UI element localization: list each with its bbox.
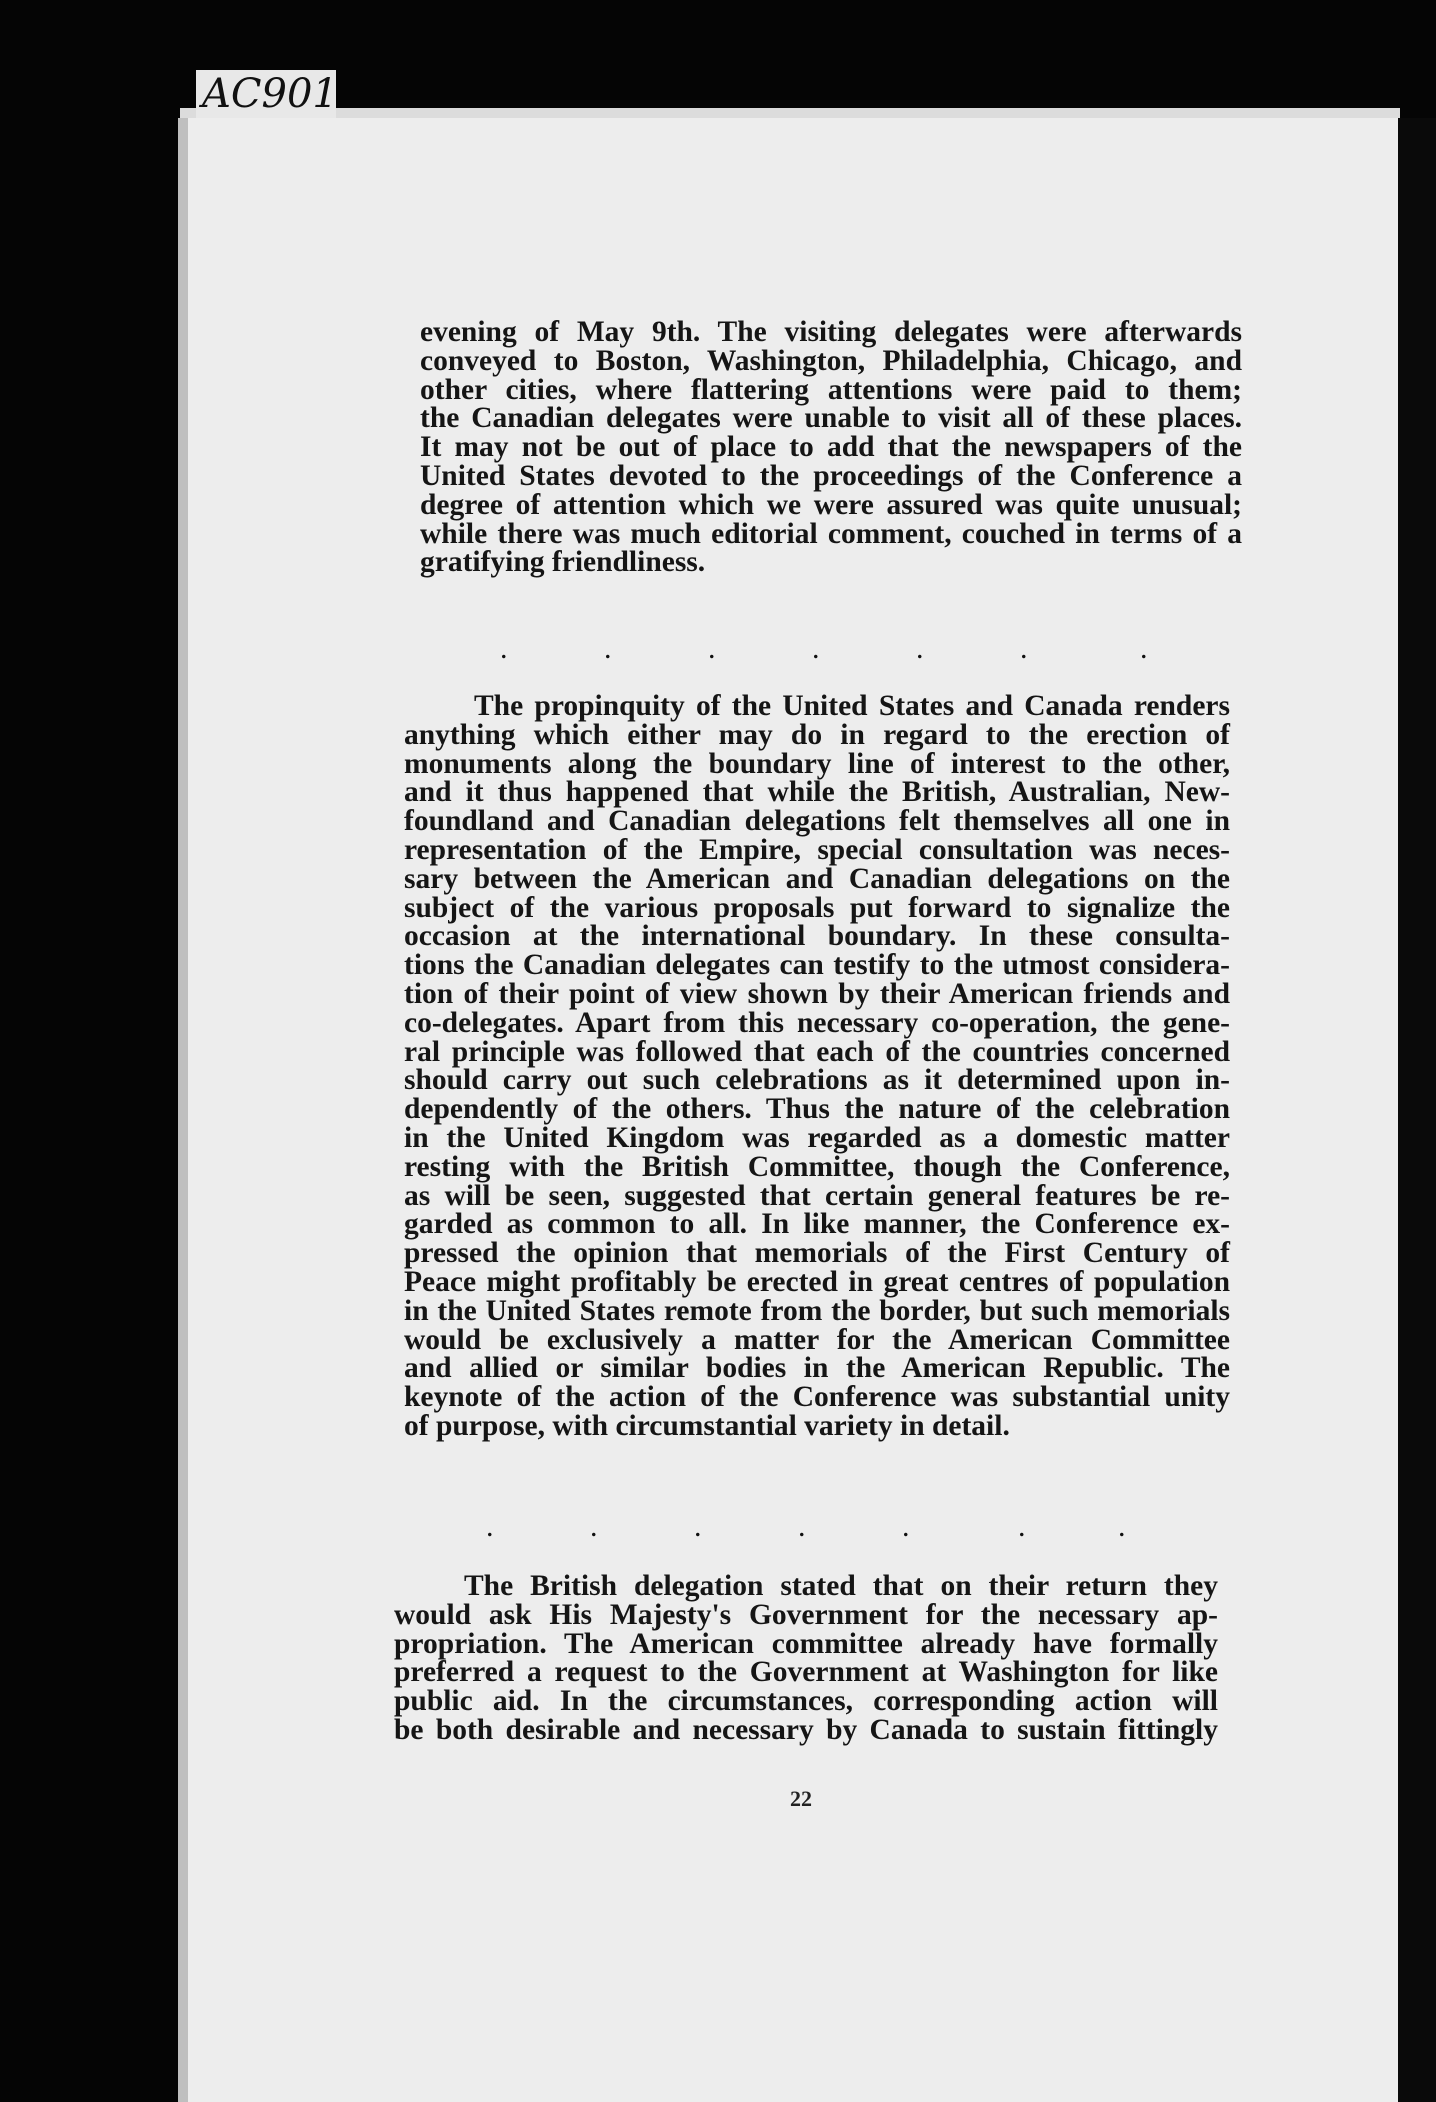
- text-line: Peace might profitably be erected in great centres of population: [404, 1265, 1230, 1298]
- text-line: as will be seen, suggested that certain general features be re-: [404, 1179, 1230, 1212]
- text-line: sary between the American and Canadian delegations on the: [404, 862, 1230, 895]
- text-line: occasion at the international boundary. In these consulta-: [404, 920, 1230, 953]
- text-line: tion of their point of view shown by their American friends and: [404, 977, 1230, 1010]
- text-line: ral principle was followed that each of the countries concerned: [404, 1035, 1230, 1068]
- text-line: tions the Canadian delegates can testify to the utmost considera-: [404, 949, 1230, 982]
- section-separator: [500, 632, 1160, 665]
- paragraph-2: [404, 692, 1230, 1441]
- separator-dot: .: [798, 1510, 806, 1543]
- separator-dot: .: [604, 632, 612, 665]
- section-separator: [486, 1510, 1146, 1543]
- text-line: would be exclusively a matter for the American Committee: [404, 1323, 1230, 1356]
- text-line: in the United Kingdom was regarded as a domestic matter: [404, 1121, 1230, 1154]
- text-line: The British delegation stated that on their return they: [464, 1570, 1218, 1602]
- page-edge: [1398, 118, 1436, 2102]
- separator-dot: .: [500, 632, 508, 665]
- separator-dot: .: [902, 1510, 910, 1543]
- page-number: 22: [790, 1786, 812, 1811]
- text-line: conveyed to Boston, Washington, Philadelphia, Chicago, and: [420, 344, 1242, 377]
- separator-dot: .: [708, 632, 716, 665]
- text-line: pressed the opinion that memorials of the First Century of: [404, 1237, 1230, 1270]
- text-line: other cities, where flattering attentions were paid to them;: [420, 373, 1242, 406]
- text-line: gratifying friendliness.: [420, 546, 706, 579]
- text-line: be both desirable and necessary by Canada to sustain fittingly: [394, 1713, 1218, 1746]
- text-line: subject of the various proposals put forward to signalize the: [404, 891, 1230, 924]
- text-line: the Canadian delegates were unable to visit all of these places.: [420, 402, 1242, 435]
- text-line: anything which either may do in regard to the erection of: [404, 718, 1230, 751]
- text-line: degree of attention which we were assured was quite unusual;: [420, 488, 1242, 521]
- text-line: should carry out such celebrations as it determined upon in-: [404, 1064, 1230, 1097]
- text-line: representation of the Empire, special consultation was neces-: [404, 833, 1230, 866]
- text-line: public aid. In the circumstances, corresponding action will: [394, 1685, 1218, 1718]
- text-line: It may not be out of place to add that the newspapers of the: [420, 431, 1242, 464]
- text-line: co-delegates. Apart from this necessary co-operation, the gene-: [404, 1006, 1230, 1039]
- paragraph-3: [394, 1572, 1218, 1745]
- text-line: monuments along the boundary line of interest to the other,: [404, 747, 1230, 780]
- text-line: resting with the British Committee, though the Conference,: [404, 1150, 1230, 1183]
- paragraph-1: [420, 318, 1242, 577]
- archive-reference-mark: AC901: [196, 70, 336, 118]
- text-line: would ask His Majesty's Government for the necessary ap-: [394, 1598, 1218, 1631]
- text-line: and it thus happened that while the British, Australian, New-: [404, 776, 1230, 809]
- text-line: dependently of the others. Thus the nature of the celebration: [404, 1093, 1230, 1126]
- text-line: while there was much editorial comment, couched in terms of a: [420, 517, 1242, 550]
- separator-dot: .: [590, 1510, 598, 1543]
- separator-dot: .: [1018, 1510, 1026, 1543]
- text-line: garded as common to all. In like manner, the Conference ex-: [404, 1208, 1230, 1241]
- separator-dot: .: [1118, 1510, 1126, 1543]
- separator-dot: .: [1140, 632, 1148, 665]
- text-line: keynote of the action of the Conference was substantial unity: [404, 1381, 1230, 1414]
- text-line: propriation. The American committee already have formally: [394, 1627, 1218, 1660]
- separator-dot: .: [916, 632, 924, 665]
- text-line: foundland and Canadian delegations felt themselves all one in: [404, 805, 1230, 838]
- text-line: preferred a request to the Government at Washington for like: [394, 1656, 1218, 1689]
- text-line: and allied or similar bodies in the American Republic. The: [404, 1352, 1230, 1385]
- separator-dot: .: [486, 1510, 494, 1543]
- separator-dot: .: [694, 1510, 702, 1543]
- text-line: in the United States remote from the border, but such memorials: [404, 1294, 1230, 1327]
- separator-dot: .: [1020, 632, 1028, 665]
- separator-dot: .: [812, 632, 820, 665]
- text-line: evening of May 9th. The visiting delegates were afterwards: [420, 316, 1242, 348]
- text-line: of purpose, with circumstantial variety in detail.: [404, 1409, 1010, 1442]
- text-line: United States devoted to the proceedings of the Conference a: [420, 459, 1242, 492]
- text-line: The propinquity of the United States and Canada renders: [474, 690, 1230, 722]
